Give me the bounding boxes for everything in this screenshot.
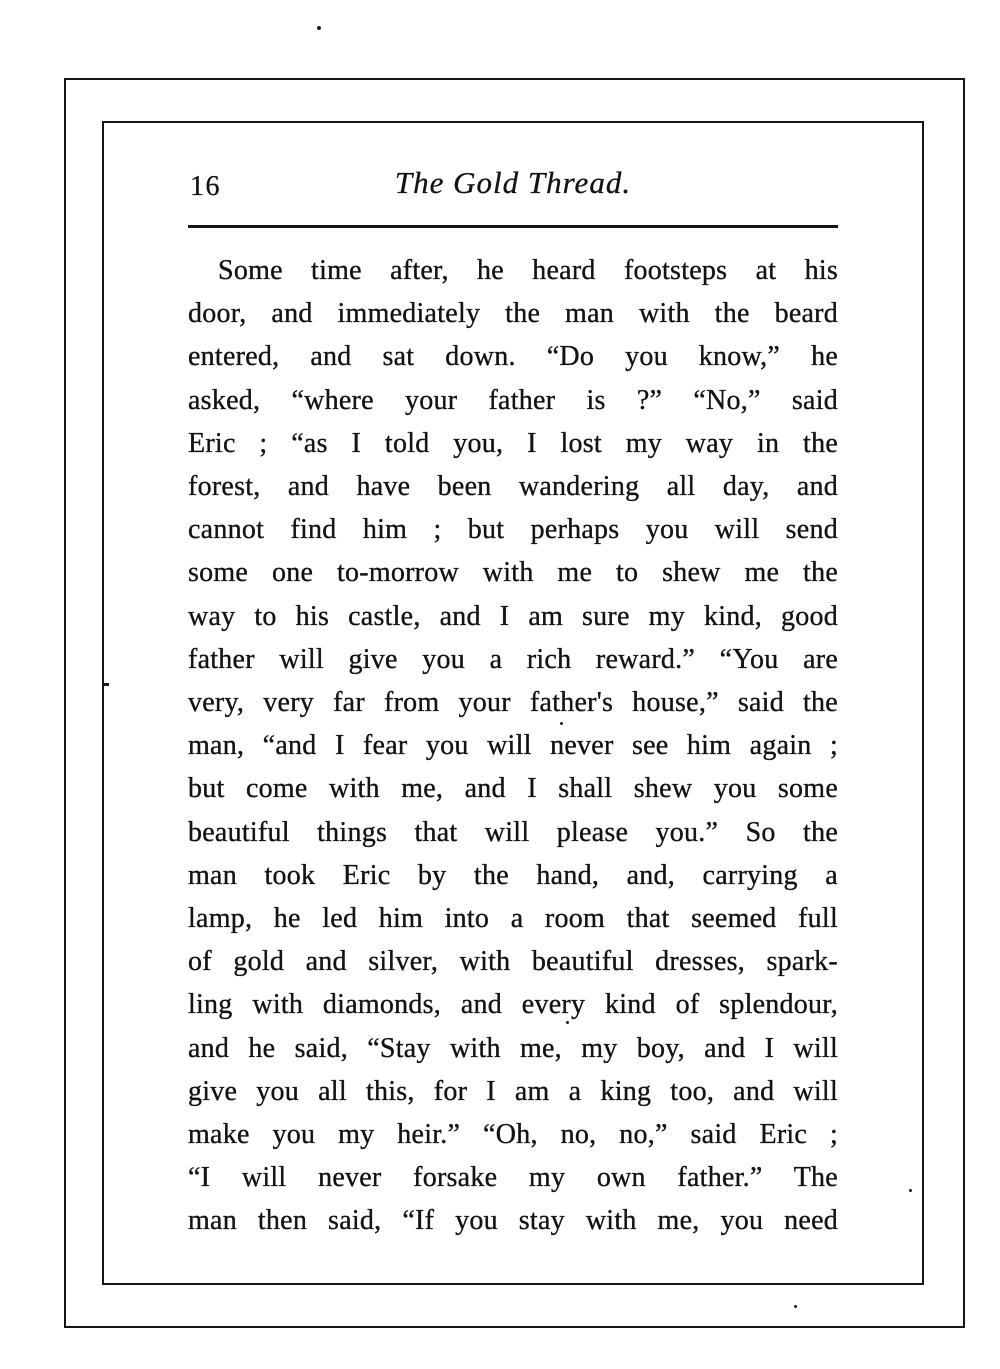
text-line: lamp, he led him into a room that seemed full bbox=[188, 903, 838, 935]
text-line: Some time after, he heard footsteps at his bbox=[218, 255, 838, 286]
text-line: and he said, “Stay with me, my boy, and I will bbox=[188, 1032, 838, 1064]
text-line: man took Eric by the hand, and, carrying a bbox=[188, 859, 838, 891]
text-line: some one to-morrow with me to shew me the bbox=[188, 557, 838, 589]
text-line: give you all this, for I am a king too, and will bbox=[188, 1075, 838, 1107]
text-line: forest, and have been wandering all day, and bbox=[188, 471, 838, 503]
text-line: Eric ; “as I told you, I lost my way in the bbox=[188, 427, 838, 459]
scan-speck bbox=[560, 722, 563, 725]
running-title: The Gold Thread. bbox=[394, 165, 632, 200]
text-line: man then said, “If you stay with me, you need bbox=[188, 1205, 838, 1237]
text-line: make you my heir.” “Oh, no, no,” said Eric ; bbox=[188, 1119, 838, 1151]
scan-speck bbox=[566, 1021, 569, 1024]
text-line: “I will never forsake my own father.” The bbox=[188, 1162, 838, 1194]
text-line: father will give you a rich reward.” “You are bbox=[188, 643, 838, 675]
page-header bbox=[188, 163, 838, 213]
scan-speck bbox=[103, 683, 109, 686]
scan-speck bbox=[909, 1189, 912, 1192]
page-number: 16 bbox=[190, 171, 221, 202]
text-line: cannot find him ; but perhaps you will send bbox=[188, 514, 838, 546]
page-content bbox=[188, 163, 838, 1243]
text-line: door, and immediately the man with the beard bbox=[188, 298, 838, 330]
body-text bbox=[188, 249, 838, 1243]
text-line: entered, and sat down. “Do you know,” he bbox=[188, 341, 838, 373]
text-line: but come with me, and I shall shew you some bbox=[188, 773, 838, 805]
scan-speck bbox=[794, 1305, 797, 1308]
text-line: asked, “where your father is ?” “No,” said bbox=[188, 384, 838, 416]
text-line: way to his castle, and I am sure my kind, good bbox=[188, 600, 838, 632]
header-rule bbox=[188, 225, 838, 228]
text-line: very, very far from your father's house,” said the bbox=[188, 687, 838, 719]
text-line: beautiful things that will please you.” So the bbox=[188, 816, 838, 848]
scan-speck bbox=[317, 26, 321, 30]
text-line: ling with diamonds, and every kind of splendour, bbox=[188, 989, 838, 1021]
text-line: of gold and silver, with beautiful dresses, spark- bbox=[188, 946, 838, 978]
text-line: man, “and I fear you will never see him again ; bbox=[188, 730, 838, 762]
